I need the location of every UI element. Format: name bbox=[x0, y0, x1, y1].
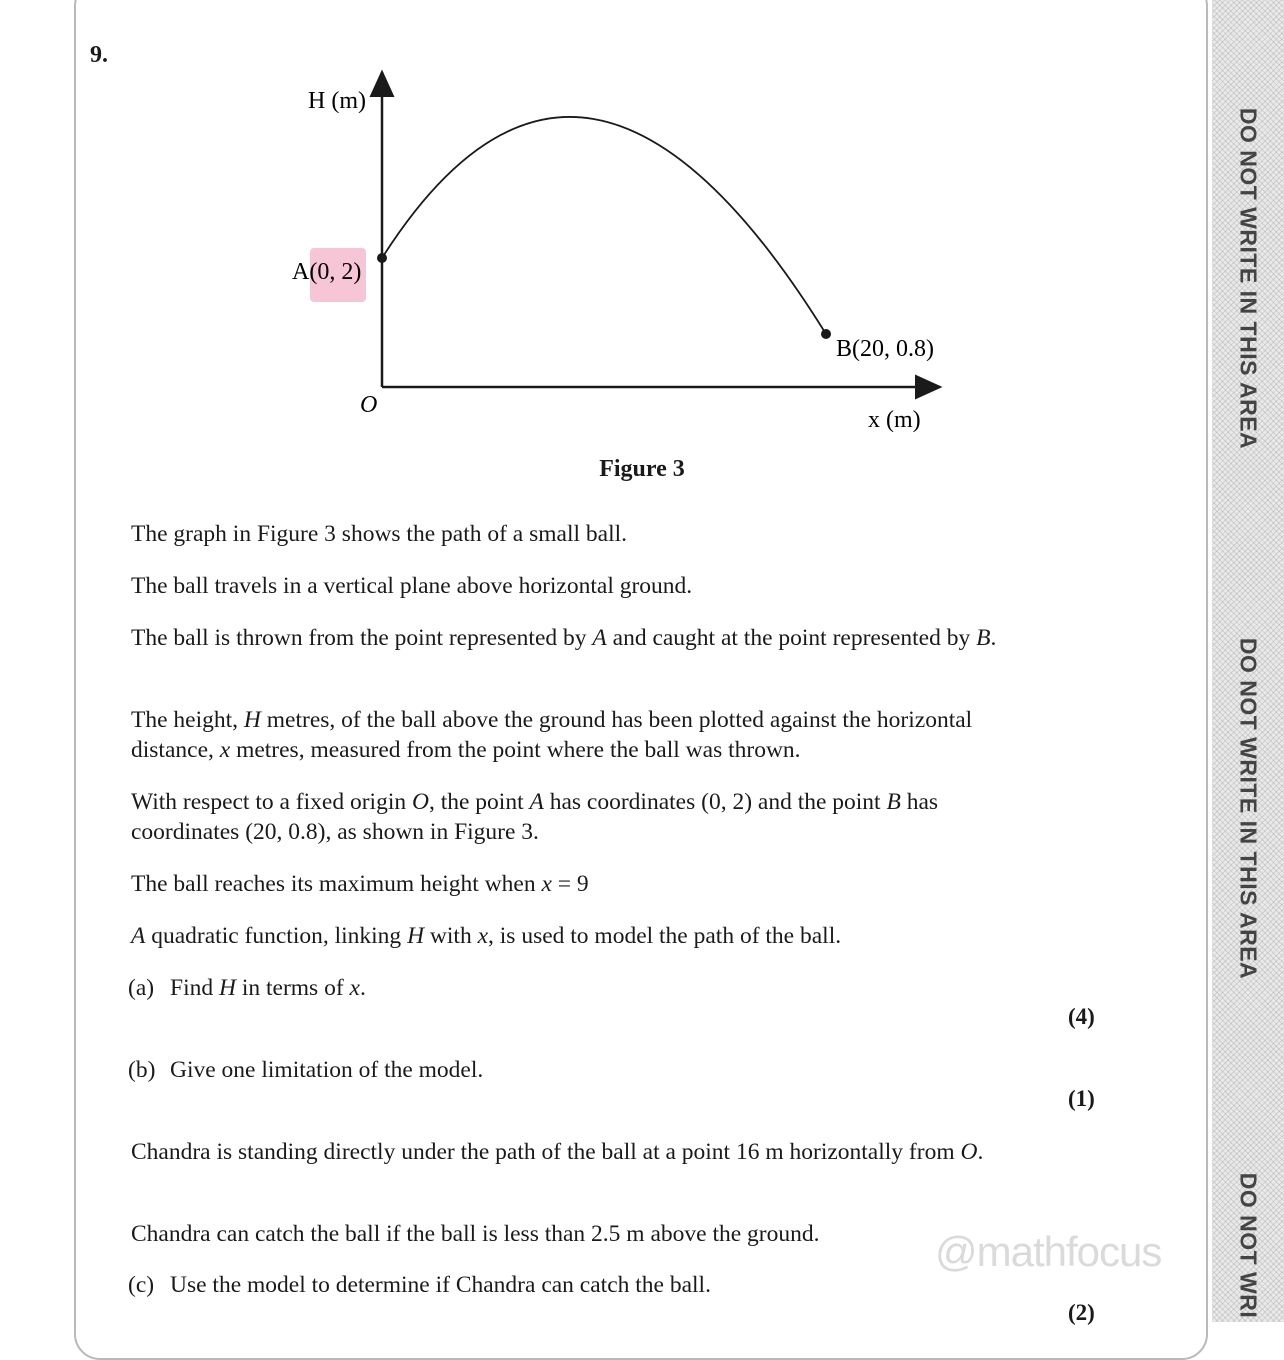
x-axis-label: x (m) bbox=[868, 407, 921, 433]
part-c bbox=[128, 1270, 711, 1300]
part-a-marks: (4) bbox=[1068, 1004, 1095, 1029]
margin-warning-1: DO NOT WRITE IN THIS AREA bbox=[1235, 107, 1262, 450]
y-axis-label: H (m) bbox=[308, 88, 366, 114]
paragraph-4: The height, H metres, of the ball above the ground has been plotted against the horizontal distance, x metres, measured from the point where the ball was thrown. bbox=[131, 707, 973, 763]
origin-label: O bbox=[360, 392, 378, 418]
point-a-label: A(0, 2) bbox=[292, 259, 362, 285]
paragraph-3: The ball is thrown from the point represented by A and caught at the point represented by B. bbox=[131, 625, 997, 651]
part-b bbox=[128, 1055, 483, 1085]
part-a-text: Find H in terms of x. bbox=[170, 975, 366, 1001]
question-number: 9. bbox=[90, 42, 108, 68]
paragraph-6: The ball reaches its maximum height when x = 9 bbox=[131, 871, 589, 897]
margin-warning-2: DO NOT WRITE IN THIS AREA bbox=[1235, 637, 1262, 980]
figure-3-graph bbox=[280, 60, 960, 450]
paragraph-5: With respect to a fixed origin O, the point A has coordinates (0, 2) and the point B has coordinates (20, 0.8), as shown in Figure 3. bbox=[131, 789, 939, 845]
chandra-paragraph-2: Chandra can catch the ball if the ball is less than 2.5 m above the ground. bbox=[131, 1221, 820, 1247]
part-b-text: Give one limitation of the model. bbox=[170, 1057, 484, 1083]
ball-path-curve bbox=[382, 117, 826, 334]
part-a bbox=[128, 973, 366, 1003]
part-b-label: (b) bbox=[128, 1057, 156, 1083]
part-c-label: (c) bbox=[128, 1272, 155, 1298]
part-c-marks: (2) bbox=[1068, 1300, 1095, 1325]
part-b-marks: (1) bbox=[1068, 1086, 1095, 1111]
point-b-marker bbox=[821, 329, 831, 339]
point-a-marker bbox=[377, 253, 387, 263]
paragraph-2: The ball travels in a vertical plane above horizontal ground. bbox=[131, 573, 693, 599]
paragraph-7: A quadratic function, linking H with x, is used to model the path of the ball. bbox=[131, 923, 842, 949]
figure-caption: Figure 3 bbox=[599, 456, 685, 482]
chandra-paragraph-1: Chandra is standing directly under the path of the ball at a point 16 m horizontally from O. bbox=[131, 1139, 984, 1165]
watermark: @mathfocus bbox=[935, 1228, 1162, 1275]
part-c-text: Use the model to determine if Chandra can catch the ball. bbox=[170, 1272, 711, 1298]
margin-warning-3: DO NOT WRI bbox=[1235, 1172, 1262, 1319]
point-b-label: B(20, 0.8) bbox=[836, 336, 934, 362]
part-a-label: (a) bbox=[128, 975, 155, 1001]
paragraph-1: The graph in Figure 3 shows the path of a small ball. bbox=[131, 521, 628, 547]
